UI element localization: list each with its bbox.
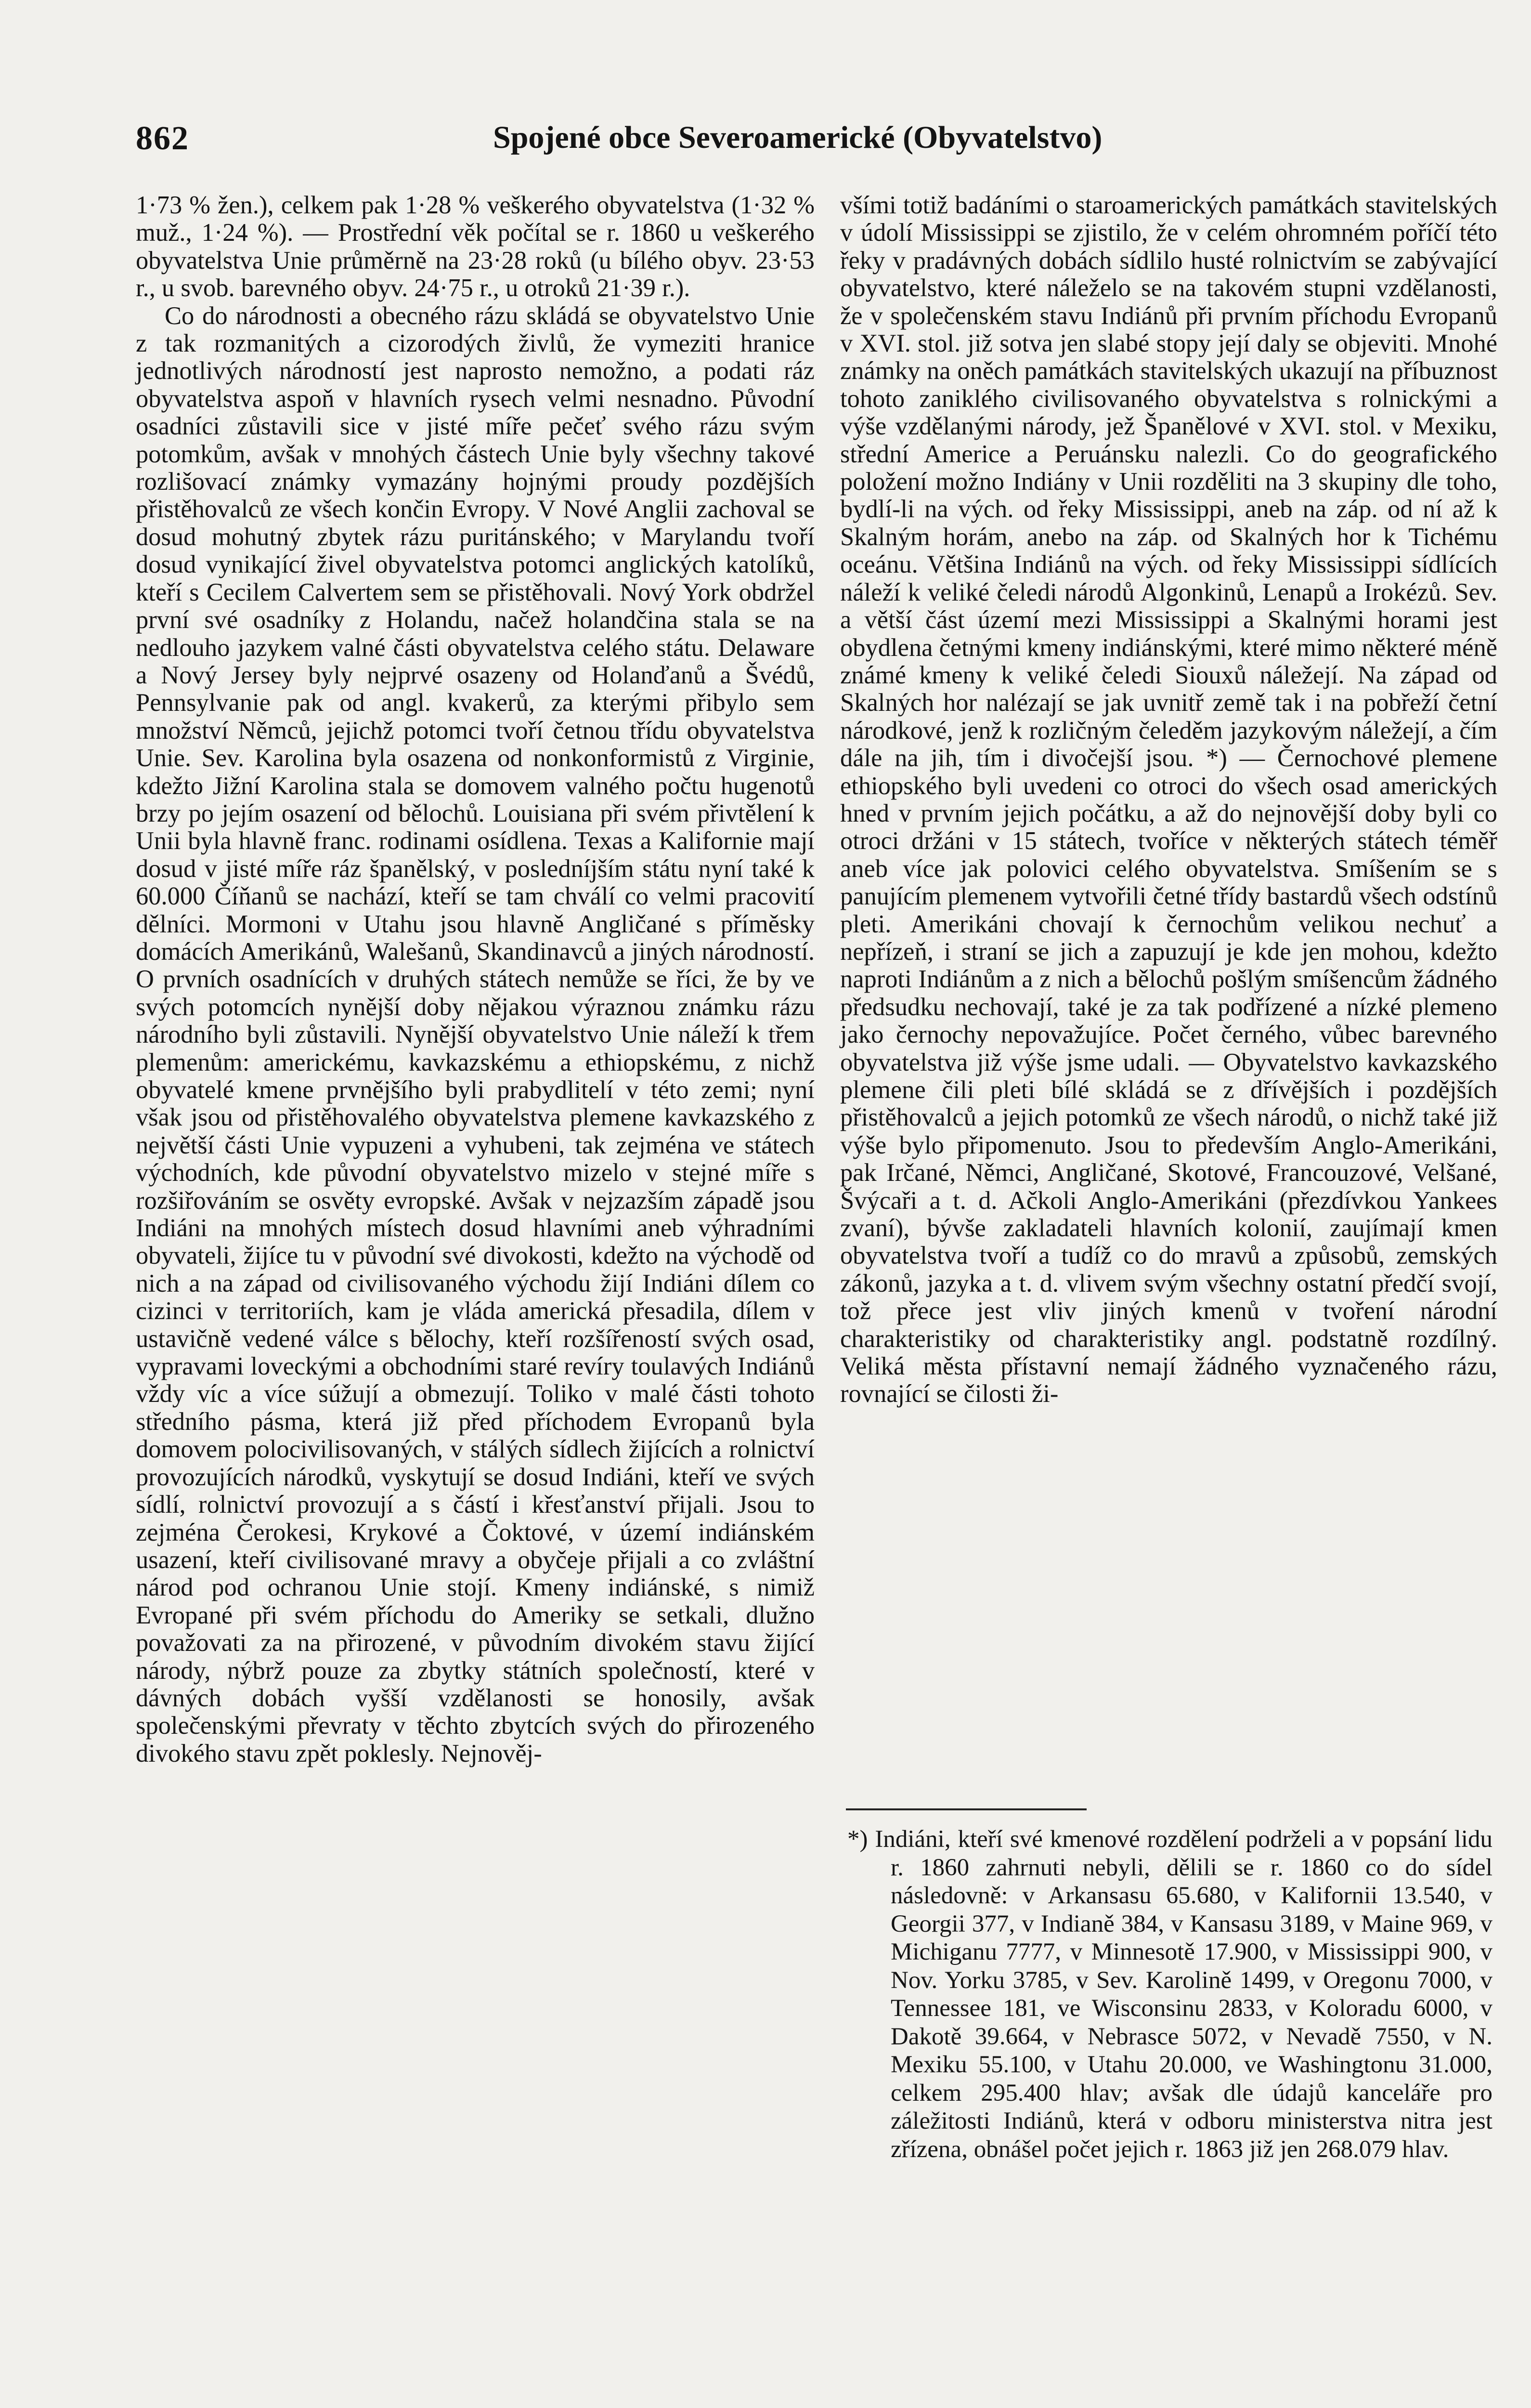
paragraph: všími totiž badáními o staroamerických památkách stavitelských v údolí Mississippi se zjistilo, že v celém ohromném poříčí této řeky v pradávných dobách sídlilo husté rolnictvím se zabývající obyvatelstvo, které náleželo se na takovém stupni vzdělanosti, že v společenském stavu Indiánů při prvním příchodu Evropanů v XVI. stol. již sotva jen slabé stopy její daly se objeviti. Mnohé známky na oněch památkách stavitelských ukazují na příbuznost tohoto zaniklého civilisovaného obyvatelstva s rolnickými a výše vzdělanými národy, jež Španělové v XVI. stol. v Mexiku, střední Americe a Peruánsku nalezli. Co do geografického položení možno Indiány v Unii rozděliti na 3 skupiny dle toho, bydlí-li na vých. od řeky Mississippi, aneb na záp. od ní až k Skalným horám, anebo na záp. od Skalných hor k Tichému oceánu. Většina Indiánů na vých. od řeky Mississippi sídlících náleží k veliké čeledi národů Algonkinů, Lenapů a Irokézů. Sev. a větší část území mezi Mississippi a Skalnými horami jest obydlena četnými kmeny indiánskými, které mimo některé méně známé kmeny k veliké čeledi Siouxů náležejí. Na západ od Skalných hor nalézají se jak uvnitř země tak i na pobřeží četní národkové, jenž k rozličným čeleděm jazykovým náležejí, a čím dále na jih, tím i divočejší jsou. *) — Černochové plemene ethiopského byli uvedeni co otroci do všech osad amerických hned v prvním jejich počátku, a až do nejnovější doby byli co otroci držáni v 15 státech, tvoříce v některých státech téměř aneb více jak polovici celého obyvatelstva. Smíšením se s panujícím plemenem vytvořili četné třídy bastardů všech odstínů pleti. Amerikáni chovají k černochům velikou nechuť a nepřízeň, i straní se jich a zapuzují je kde jen mohou, kdežto naproti Indiánům a z nich a bělochů pošlým smíšencům žádného předsudku nechovají, také je za tak podřízené a nízké plemeno jako černochy nepovažujíce. Počet černého, vůbec barevného obyvatelstva již výše jsme udali. — Obyvatelstvo kavkazského plemene čili pleti bílé skládá se z dřívějších i pozdějších přistěhovalců a jejich potomků ze všech národů, o nichž také již výše bylo připomenuto. Jsou to především Anglo-Amerikáni, pak Irčané, Němci, Angličané, Skotové, Francouzové, Velšané, Švýcaři a t. d. Ačkoli Anglo-Amerikáni (přezdívkou Yankees zvaní), bývše zakladateli hlavních kolonií, zaujímají kmen obyvatelstva tvoří a tudíž co do mravů a způsobů, zemských zákonů, jazyka a t. d. vlivem svým všechny ostatní předčí svojí, tož přece jest vliv jiných kmenů v tvoření národní charakteristiky od charakteristiky angl. podstatně rozdílný. Veliká města přístavní nemají žádného vyznačeného rázu, rovnající se čilosti ži- (840, 191, 1497, 1408)
right-column (840, 192, 1497, 1408)
running-title: Spojené obce Severoamerické (Obyvatelstvo) (493, 120, 1103, 155)
left-column (136, 192, 815, 1767)
page-header (136, 119, 1484, 163)
paragraph: 1·73 % žen.), celkem pak 1·28 % veškerého obyvatelstva (1·32 % muž., 1·24 %). — Prostřední věk počítal se r. 1860 u veškerého obyvatelstva Unie průměrně na 23·28 roků (u bílého obyv. 23·53 r., u svob. barevného obyv. 24·75 r., u otroků 21·39 r.). (136, 191, 815, 302)
page-number: 862 (136, 120, 189, 157)
footnote (847, 1825, 1492, 2163)
footnote-rule (846, 1808, 1087, 1810)
paragraph: Co do národnosti a obecného rázu skládá se obyvatelstvo Unie z tak rozmanitých a cizorodých živlů, že vymeziti hranice jednotlivých národností jest naprosto nemožno, a podati ráz obyvatelstva aspoň v hlavních rysech velmi nesnadno. Původní osadníci zůstavili sice v jisté míře pečeť svého rázu svým potomkům, avšak v mnohých částech Unie byly všechny takové rozlišovací známky vymazány hojnými proudy pozdějších přistěhovalců ze všech končin Evropy. V Nové Anglii zachoval se dosud mohutný zbytek rázu puritánského; v Marylandu tvoří dosud vynikající živel obyvatelstva potomci anglických katolíků, kteří s Cecilem Calvertem sem se přistěhovali. Nový York obdržel první své osadníky z Holandu, načež holandčina stala se na nedlouho jazykem valné části obyvatelstva celého státu. Delaware a Nový Jersey byly nejprvé osazeny od Holanďanů a Švédů, Pennsylvanie pak od angl. kvakerů, za kterými přibylo sem množství Němců, jejichž potomci tvoří četnou třídu obyvatelstva Unie. Sev. Karolina byla osazena od nonkonformistů z Virginie, kdežto Jižní Karolina stala se domovem valného počtu hugenotů brzy po jejím osazení od bělochů. Louisiana při svém přivtělení k Unii byla hlavně franc. rodinami osídlena. Texas a Kalifornie mají dosud v jisté míře ráz španělský, v posledníjším státu nyní také k 60.000 Číňanů se nachází, kteří se tam chválí co velmi pracovití dělníci. Mormoni v Utahu jsou hlavně Angličané s příměsky domácích Amerikánů, Walešanů, Skandinavců a jiných národností. O prvních osadnících v druhých státech nemůže se říci, že by ve svých potomcích nynější doby nějakou výraznou známku rázu národního byli zůstavili. Nynější obyvatelstvo Unie náleží k třem plemenům: americkému, kavkazskému a ethiopskému, z nichž obyvatelé kmene prvnějšího byli prabydlitelí v této zemi; nyní však jsou od přistěhovalého obyvatelstva plemene kavkazského z největší části Unie vypuzeni a vyhubeni, tak zejména ve státech východních, kde původní obyvatelstvo mizelo v stejné míře s rozšiřováním se osvěty evropské. Avšak v nejzazším západě jsou Indiáni na mnohých místech dosud hlavními aneb výhradními obyvateli, žijíce tu v původní své divokosti, kdežto na východě od nich a na západ od civilisovaného východu žijí Indiáni dílem co cizinci v territoriích, kam je vláda americká přesadila, dílem v ustavičně vedené válce s bělochy, kteří rozšířeností svých osad, vypravami loveckými a obchodními staré revíry toulavých Indiánů vždy víc a více súžují a obmezují. Toliko v malé části tohoto středního pásma, která již před příchodem Evropanů byla domovem polocivilisovaných, v stálých sídlech žijících a rolnictví provozujících národků, vyskytují se dosud Indiáni, kteří ve svých sídlí, rolnictví provozují a s částí i křesťanství přijali. Jsou to zejména Čerokesi, Krykové a Čoktové, v území indiánském usazení, kteří civilisované mravy a obyčeje přijali a co zvláštní národ pod ochranou Unie stojí. Kmeny indiánské, s nimiž Evropané při svém příchodu do Ameriky se setkali, dlužno považovati za na přirozené, v původním divokém stavu žijící národy, nýbrž pouze za zbytky státních společností, které v dávných dobách vyšší vzdělanosti se honosily, avšak společenskými převraty v těchto zbytcích svých do přirozeného divokého stavu zpět poklesly. Nejnověj- (136, 301, 815, 1767)
footnote-text: *) Indiáni, kteří své kmenové rozdělení podrželi a v popsání lidu r. 1860 zahrnuti nebyli, dělili se r. 1860 co do sídel následovně: v Arkansasu 65.680, v Kalifornii 13.540, v Georgii 377, v Indianě 384, v Kansasu 3189, v Maine 969, v Michiganu 7777, v Minnesotě 17.900, v Mississippi 900, v Nov. Yorku 3785, v Sev. Karolině 1499, v Oregonu 7000, v Tennessee 181, ve Wisconsinu 2833, v Koloradu 6000, v Dakotě 39.664, v Nebrasce 5072, v Nevadě 7550, v N. Mexiku 55.100, v Utahu 20.000, ve Washingtonu 31.000, celkem 295.400 hlav; avšak dle údajů kanceláře pro záležitosti Indiánů, která v odboru ministerstva nitra jest zřízena, obnášel počet jejich r. 1863 již jen 268.079 hlav. (847, 1826, 1492, 2163)
